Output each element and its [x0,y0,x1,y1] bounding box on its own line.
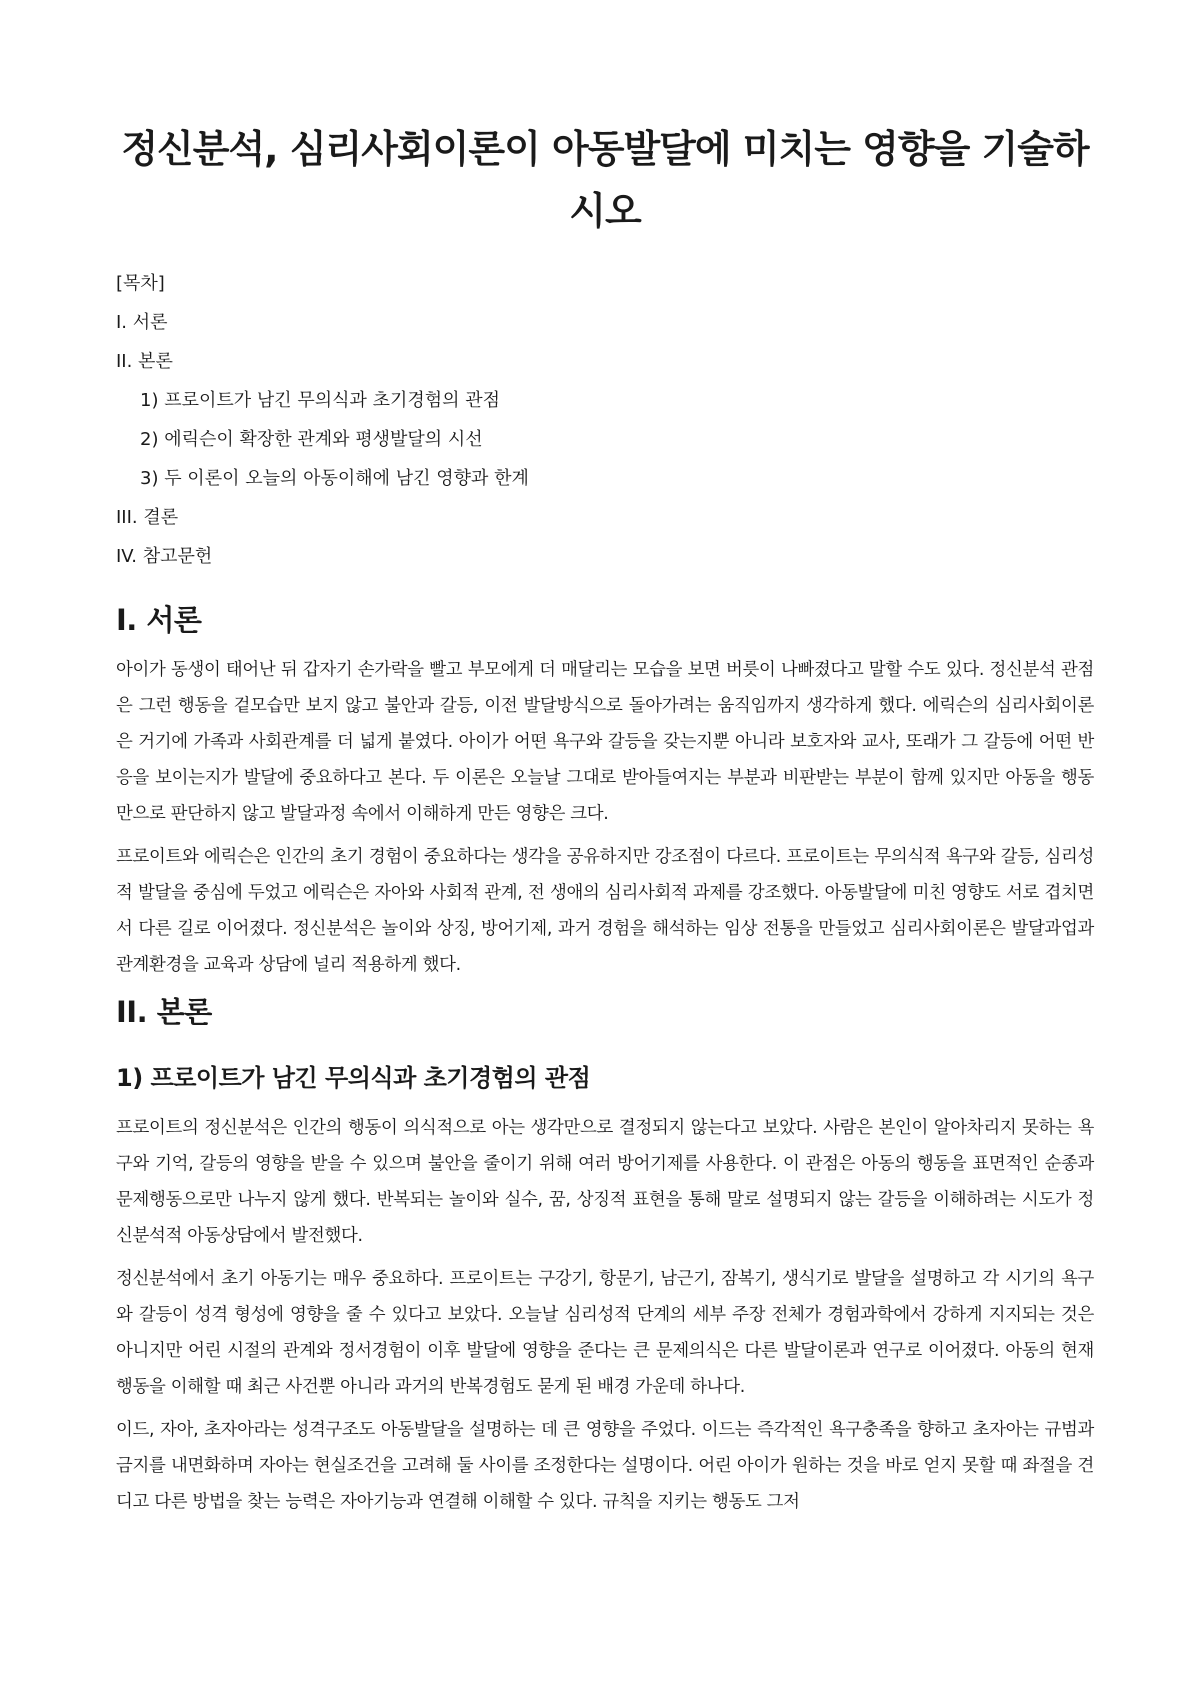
body-sub1-paragraph: 정신분석에서 초기 아동기는 매우 중요하다. 프로이트는 구강기, 항문기, 남근기, 잠복기, 생식기로 발달을 설명하고 각 시기의 욕구와 갈등이 성격 형성에 영향을 줄 수 있다고 보았다. 오늘날 심리성적 단계의 세부 주장 전체가 경험과학에서 강하게 지지되는 것은 아니지만 어린 시절의 관계와 정서경험이 이후 발달에 영향을 준다는 큰 문제의식은 다른 발달이론과 연구로 이어졌다. 아동의 현재 행동을 이해할 때 최근 사건뿐 아니라 과거의 반복경험도 묻게 된 배경 가운데 하나다. [116,1269,1094,1397]
toc-item-introduction: I. 서론 [116,312,168,333]
toc-item-main-body: II. 본론 [116,351,173,372]
body-sub1-paragraph: 이드, 자아, 초자아라는 성격구조도 아동발달을 설명하는 데 큰 영향을 주었다. 이드는 즉각적인 욕구충족을 향하고 초자아는 규범과 금지를 내면화하며 자아는 현실조건을 고려해 둘 사이를 조정한다는 설명이다. 어린 아이가 원하는 것을 바로 얻지 못할 때 좌절을 견디고 다른 방법을 찾는 능력은 자아기능과 연결해 이해할 수 있다. 규칙을 지키는 행동도 그저 [116,1420,1094,1512]
toc-item-body-2: 2) 에릭슨이 확장한 관계와 평생발달의 시선 [140,429,483,450]
document-title: 정신분석, 심리사회이론이 아동발달에 미치는 영향을 기술하시오 [121,127,1089,233]
toc-item-references: IV. 참고문헌 [116,546,213,567]
toc-item-body-1: 1) 프로이트가 남긴 무의식과 초기경험의 관점 [140,390,501,411]
body-sub1-heading: 1) 프로이트가 남긴 무의식과 초기경험의 관점 [116,1064,591,1092]
toc-item-conclusion: III. 결론 [116,507,179,528]
toc-heading: [목차] [116,273,165,294]
toc-item-body-3: 3) 두 이론이 오늘의 아동이해에 남긴 영향과 한계 [140,468,529,489]
table-of-contents [116,264,1094,576]
intro-heading: I. 서론 [116,603,202,637]
intro-paragraph: 아이가 동생이 태어난 뒤 갑자기 손가락을 빨고 부모에게 더 매달리는 모습을 보면 버릇이 나빠졌다고 말할 수도 있다. 정신분석 관점은 그런 행동을 겉모습만 보지 않고 불안과 갈등, 이전 발달방식으로 돌아가려는 움직임까지 생각하게 했다. 에릭슨의 심리사회이론은 거기에 가족과 사회관계를 더 넓게 붙였다. 아이가 어떤 욕구와 갈등을 갖는지뿐 아니라 보호자와 교사, 또래가 그 갈등에 어떤 반응을 보이는지가 발달에 중요하다고 본다. 두 이론은 오늘날 그대로 받아들여지는 부분과 비판받는 부분이 함께 있지만 아동을 행동만으로 판단하지 않고 발달과정 속에서 이해하게 만든 영향은 크다. [116,660,1094,824]
intro-paragraph: 프로이트와 에릭슨은 인간의 초기 경험이 중요하다는 생각을 공유하지만 강조점이 다르다. 프로이트는 무의식적 욕구와 갈등, 심리성적 발달을 중심에 두었고 에릭슨은 자아와 사회적 관계, 전 생애의 심리사회적 과제를 강조했다. 아동발달에 미친 영향도 서로 겹치면서 다른 길로 이어졌다. 정신분석은 놀이와 상징, 방어기제, 과거 경험을 해석하는 임상 전통을 만들었고 심리사회이론은 발달과업과 관계환경을 교육과 상담에 널리 적용하게 했다. [116,847,1094,975]
body-heading: II. 본론 [116,995,212,1029]
body-sub1-paragraph: 프로이트의 정신분석은 인간의 행동이 의식적으로 아는 생각만으로 결정되지 않는다고 보았다. 사람은 본인이 알아차리지 못하는 욕구와 기억, 갈등의 영향을 받을 수 있으며 불안을 줄이기 위해 여러 방어기제를 사용한다. 이 관점은 아동의 행동을 표면적인 순종과 문제행동으로만 나누지 않게 했다. 반복되는 놀이와 실수, 꿈, 상징적 표현을 통해 말로 설명되지 않는 갈등을 이해하려는 시도가 정신분석적 아동상담에서 발전했다. [116,1118,1094,1246]
